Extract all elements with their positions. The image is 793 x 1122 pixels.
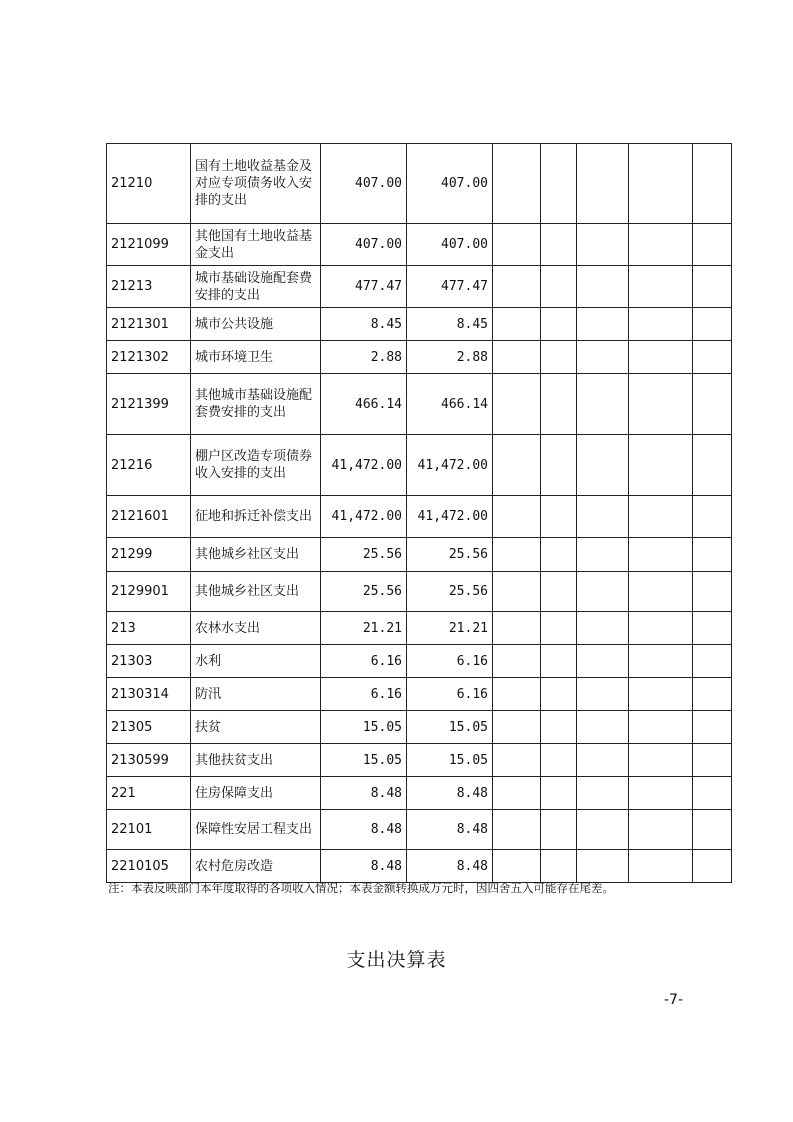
- empty-cell: [541, 144, 577, 224]
- empty-cell: [629, 711, 693, 744]
- table-row: [107, 678, 732, 711]
- row-name: 住房保障支出: [191, 777, 321, 810]
- empty-cell: [493, 810, 541, 850]
- row-total: 8.48: [321, 850, 407, 883]
- table-row: [107, 266, 732, 308]
- empty-cell: [629, 224, 693, 266]
- table-row: [107, 850, 732, 883]
- empty-cell: [693, 308, 732, 341]
- row-total: 407.00: [321, 144, 407, 224]
- empty-cell: [541, 308, 577, 341]
- empty-cell: [541, 810, 577, 850]
- row-total: 25.56: [321, 572, 407, 612]
- empty-cell: [693, 645, 732, 678]
- empty-cell: [493, 341, 541, 374]
- row-name: 农林水支出: [191, 612, 321, 645]
- table-row: [107, 810, 732, 850]
- empty-cell: [693, 435, 732, 496]
- empty-cell: [493, 744, 541, 777]
- empty-cell: [693, 374, 732, 435]
- empty-cell: [577, 224, 629, 266]
- row-basic: 407.00: [407, 224, 493, 266]
- row-basic: 8.48: [407, 777, 493, 810]
- table-row: [107, 374, 732, 435]
- table-row: [107, 744, 732, 777]
- empty-cell: [629, 744, 693, 777]
- table-row: [107, 435, 732, 496]
- empty-cell: [693, 850, 732, 883]
- empty-cell: [493, 538, 541, 572]
- empty-cell: [693, 744, 732, 777]
- empty-cell: [493, 308, 541, 341]
- empty-cell: [577, 435, 629, 496]
- row-total: 8.45: [321, 308, 407, 341]
- row-total: 41,472.00: [321, 435, 407, 496]
- row-total: 25.56: [321, 538, 407, 572]
- row-code: 21303: [107, 645, 191, 678]
- empty-cell: [541, 850, 577, 883]
- row-name: 城市公共设施: [191, 308, 321, 341]
- row-code: 221: [107, 777, 191, 810]
- empty-cell: [493, 777, 541, 810]
- row-basic: 8.45: [407, 308, 493, 341]
- row-basic: 477.47: [407, 266, 493, 308]
- empty-cell: [629, 266, 693, 308]
- empty-cell: [629, 612, 693, 645]
- row-code: 21213: [107, 266, 191, 308]
- empty-cell: [541, 572, 577, 612]
- page-number: -7-: [664, 992, 684, 1008]
- empty-cell: [629, 496, 693, 538]
- row-code: 21210: [107, 144, 191, 224]
- row-name: 扶贫: [191, 711, 321, 744]
- empty-cell: [541, 435, 577, 496]
- empty-cell: [577, 538, 629, 572]
- empty-cell: [541, 645, 577, 678]
- row-total: 15.05: [321, 711, 407, 744]
- row-basic: 21.21: [407, 612, 493, 645]
- row-total: 8.48: [321, 777, 407, 810]
- empty-cell: [577, 678, 629, 711]
- empty-cell: [493, 678, 541, 711]
- empty-cell: [577, 777, 629, 810]
- empty-cell: [493, 266, 541, 308]
- empty-cell: [577, 341, 629, 374]
- empty-cell: [629, 645, 693, 678]
- empty-cell: [629, 777, 693, 810]
- row-total: 466.14: [321, 374, 407, 435]
- row-code: 213: [107, 612, 191, 645]
- empty-cell: [693, 266, 732, 308]
- empty-cell: [541, 744, 577, 777]
- row-code: 22101: [107, 810, 191, 850]
- row-code: 2121302: [107, 341, 191, 374]
- empty-cell: [577, 572, 629, 612]
- empty-cell: [629, 435, 693, 496]
- row-name: 水利: [191, 645, 321, 678]
- empty-cell: [541, 341, 577, 374]
- row-basic: 466.14: [407, 374, 493, 435]
- row-total: 8.48: [321, 810, 407, 850]
- row-basic: 41,472.00: [407, 496, 493, 538]
- table-row: [107, 538, 732, 572]
- empty-cell: [541, 777, 577, 810]
- row-code: 2121099: [107, 224, 191, 266]
- empty-cell: [493, 374, 541, 435]
- table-row: [107, 308, 732, 341]
- empty-cell: [693, 341, 732, 374]
- row-name: 其他城乡社区支出: [191, 572, 321, 612]
- empty-cell: [629, 144, 693, 224]
- row-total: 2.88: [321, 341, 407, 374]
- row-total: 21.21: [321, 612, 407, 645]
- empty-cell: [541, 711, 577, 744]
- row-basic: 41,472.00: [407, 435, 493, 496]
- row-name: 征地和拆迁补偿支出: [191, 496, 321, 538]
- empty-cell: [629, 678, 693, 711]
- row-name: 防汛: [191, 678, 321, 711]
- empty-cell: [693, 810, 732, 850]
- row-code: 2129901: [107, 572, 191, 612]
- table-row: [107, 341, 732, 374]
- row-code: 21305: [107, 711, 191, 744]
- row-basic: 15.05: [407, 744, 493, 777]
- empty-cell: [541, 266, 577, 308]
- row-basic: 8.48: [407, 850, 493, 883]
- row-name: 其他国有土地收益基金支出: [191, 224, 321, 266]
- empty-cell: [541, 224, 577, 266]
- empty-cell: [629, 308, 693, 341]
- row-total: 6.16: [321, 678, 407, 711]
- empty-cell: [541, 612, 577, 645]
- empty-cell: [577, 144, 629, 224]
- row-code: 2121601: [107, 496, 191, 538]
- empty-cell: [577, 496, 629, 538]
- row-total: 407.00: [321, 224, 407, 266]
- empty-cell: [693, 612, 732, 645]
- row-basic: 25.56: [407, 572, 493, 612]
- row-basic: 25.56: [407, 538, 493, 572]
- empty-cell: [693, 572, 732, 612]
- row-code: 2121399: [107, 374, 191, 435]
- table-row: [107, 645, 732, 678]
- row-code: 2121301: [107, 308, 191, 341]
- empty-cell: [493, 224, 541, 266]
- row-basic: 6.16: [407, 678, 493, 711]
- row-code: 2210105: [107, 850, 191, 883]
- row-total: 6.16: [321, 645, 407, 678]
- row-code: 21299: [107, 538, 191, 572]
- empty-cell: [541, 496, 577, 538]
- empty-cell: [693, 711, 732, 744]
- row-basic: 15.05: [407, 711, 493, 744]
- row-name: 其他扶贫支出: [191, 744, 321, 777]
- empty-cell: [577, 308, 629, 341]
- row-total: 477.47: [321, 266, 407, 308]
- empty-cell: [493, 496, 541, 538]
- empty-cell: [493, 612, 541, 645]
- row-code: 2130314: [107, 678, 191, 711]
- empty-cell: [629, 572, 693, 612]
- table-row: [107, 572, 732, 612]
- row-name: 城市基础设施配套费安排的支出: [191, 266, 321, 308]
- row-code: 21216: [107, 435, 191, 496]
- table-row: [107, 711, 732, 744]
- empty-cell: [577, 266, 629, 308]
- table-row: [107, 612, 732, 645]
- empty-cell: [693, 224, 732, 266]
- table-row: [107, 777, 732, 810]
- empty-cell: [629, 538, 693, 572]
- section-title: 支出决算表: [346, 949, 447, 971]
- row-name: 城市环境卫生: [191, 341, 321, 374]
- empty-cell: [541, 538, 577, 572]
- row-name: 农村危房改造: [191, 850, 321, 883]
- empty-cell: [577, 810, 629, 850]
- table-row: [107, 224, 732, 266]
- empty-cell: [493, 435, 541, 496]
- row-name: 保障性安居工程支出: [191, 810, 321, 850]
- row-name: 棚户区改造专项债券收入安排的支出: [191, 435, 321, 496]
- empty-cell: [493, 144, 541, 224]
- row-basic: 8.48: [407, 810, 493, 850]
- empty-cell: [693, 144, 732, 224]
- table-row: [107, 144, 732, 224]
- empty-cell: [693, 496, 732, 538]
- empty-cell: [577, 612, 629, 645]
- row-total: 15.05: [321, 744, 407, 777]
- empty-cell: [629, 341, 693, 374]
- row-total: 41,472.00: [321, 496, 407, 538]
- empty-cell: [577, 374, 629, 435]
- row-basic: 407.00: [407, 144, 493, 224]
- row-name: 其他城乡社区支出: [191, 538, 321, 572]
- empty-cell: [693, 678, 732, 711]
- empty-cell: [493, 645, 541, 678]
- empty-cell: [577, 850, 629, 883]
- empty-cell: [629, 374, 693, 435]
- empty-cell: [541, 374, 577, 435]
- income-table: [106, 143, 732, 883]
- empty-cell: [577, 711, 629, 744]
- row-name: 国有土地收益基金及对应专项债务收入安排的支出: [191, 144, 321, 224]
- table-footnote: 注：本表反映部门本年度取得的各项收入情况；本表金额转换成万元时，因四舍五入可能存在尾差。: [108, 881, 614, 895]
- empty-cell: [493, 711, 541, 744]
- empty-cell: [629, 810, 693, 850]
- empty-cell: [577, 744, 629, 777]
- row-basic: 2.88: [407, 341, 493, 374]
- empty-cell: [693, 777, 732, 810]
- empty-cell: [577, 645, 629, 678]
- row-code: 2130599: [107, 744, 191, 777]
- empty-cell: [693, 538, 732, 572]
- empty-cell: [629, 850, 693, 883]
- row-name: 其他城市基础设施配套费安排的支出: [191, 374, 321, 435]
- table-row: [107, 496, 732, 538]
- empty-cell: [493, 850, 541, 883]
- empty-cell: [493, 572, 541, 612]
- row-basic: 6.16: [407, 645, 493, 678]
- empty-cell: [541, 678, 577, 711]
